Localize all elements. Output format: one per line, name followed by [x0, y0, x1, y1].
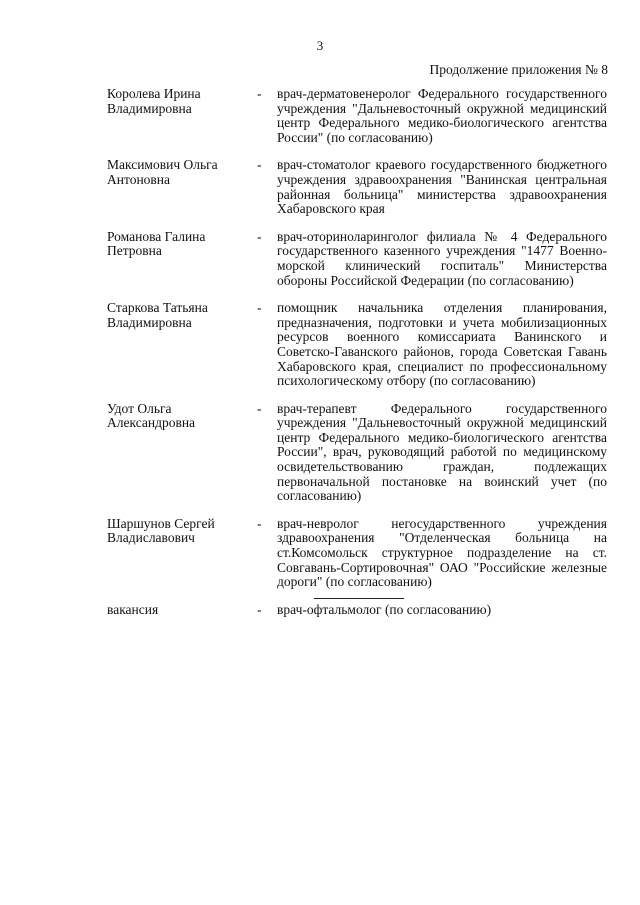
roster-entry	[107, 158, 607, 216]
separator-dash: -	[257, 300, 262, 316]
separator-dash: -	[257, 86, 262, 101]
member-surname-line: Старкова Татьяна	[107, 300, 208, 316]
member-name	[107, 301, 257, 330]
separator-dash: -	[257, 601, 262, 617]
member-surname-line: Романова Галина	[107, 228, 206, 244]
roster-entry	[107, 87, 607, 145]
roster-entry	[107, 301, 607, 389]
member-surname-line: Королева Ирина	[107, 86, 201, 101]
member-patronymic-line: Владиславович	[107, 530, 195, 546]
member-surname-line: Шаршунов Сергей	[107, 515, 215, 531]
closing-rule	[314, 598, 404, 599]
member-patronymic-line: Александровна	[107, 415, 196, 431]
appendix-continuation-label: Продолжение приложения № 8	[429, 62, 608, 77]
member-name	[107, 230, 257, 259]
member-position: врач-невролог негосударственного учреждения здравоохранения "Отделенческая больница на ст.Комсомольск структурное подразделение на ст. Совгавань-Сортировочная" ОАО "Российские железные дороги" (по согласованию)	[277, 515, 607, 590]
member-position: врач-стоматолог краевого государственного бюджетного учреждения здравоохранения "Ванинская центральная районная больница" министерства здравоохранения Хабаровского края	[277, 157, 607, 217]
member-name	[107, 402, 257, 431]
member-name	[107, 603, 257, 618]
member-name	[107, 158, 257, 187]
roster-entry-vacancy	[107, 603, 607, 618]
member-surname-line: Удот Ольга	[107, 400, 172, 416]
separator-dash: -	[257, 228, 262, 244]
member-patronymic-line: Владимировна	[107, 314, 192, 330]
vacancy-label: вакансия	[107, 601, 159, 617]
separator-dash: -	[257, 515, 262, 531]
roster-entry	[107, 230, 607, 288]
member-position: врач-оториноларинголог филиала № 4 Федерального государственного казенного учреждения "1477 Военно-морской клинический госпиталь" Министерства обороны Российской Федерации (по согласованию)	[277, 228, 607, 288]
member-position: врач-офтальмолог (по согласованию)	[277, 601, 492, 617]
commission-roster	[107, 87, 607, 630]
member-position: помощник начальника отделения планирования, предназначения, подготовки и учета мобилизационных ресурсов военного комиссариата Ванинского и Советско-Гаванского районов, города Советская Гавань Хабаровского края, специалист по профессиональному психологическому отбору (по согласованию)	[277, 300, 607, 389]
member-patronymic-line: Антоновна	[107, 171, 171, 187]
member-patronymic-line: Владимировна	[107, 100, 192, 116]
member-position: врач-дерматовенеролог Федерального государственного учреждения "Дальневосточный окружной медицинский центр Федерального медико-биологического агентства России" (по согласованию)	[277, 86, 607, 145]
roster-entry	[107, 402, 607, 504]
separator-dash: -	[257, 400, 262, 416]
member-name	[107, 87, 257, 116]
separator-dash: -	[257, 157, 262, 173]
roster-entry	[107, 517, 607, 590]
member-position: врач-терапевт Федерального государственного учреждения "Дальневосточный окружной медицинский центр Федерального медико-биологического агентства России", врач, руководящий работой по медицинскому освидетельствованию граждан, подлежащих первоначальной постановке на воинский учет (по согласованию)	[277, 400, 607, 504]
member-surname-line: Максимович Ольга	[107, 157, 218, 173]
page-number: 3	[316, 38, 324, 53]
member-name	[107, 517, 257, 546]
member-patronymic-line: Петровна	[107, 243, 162, 259]
